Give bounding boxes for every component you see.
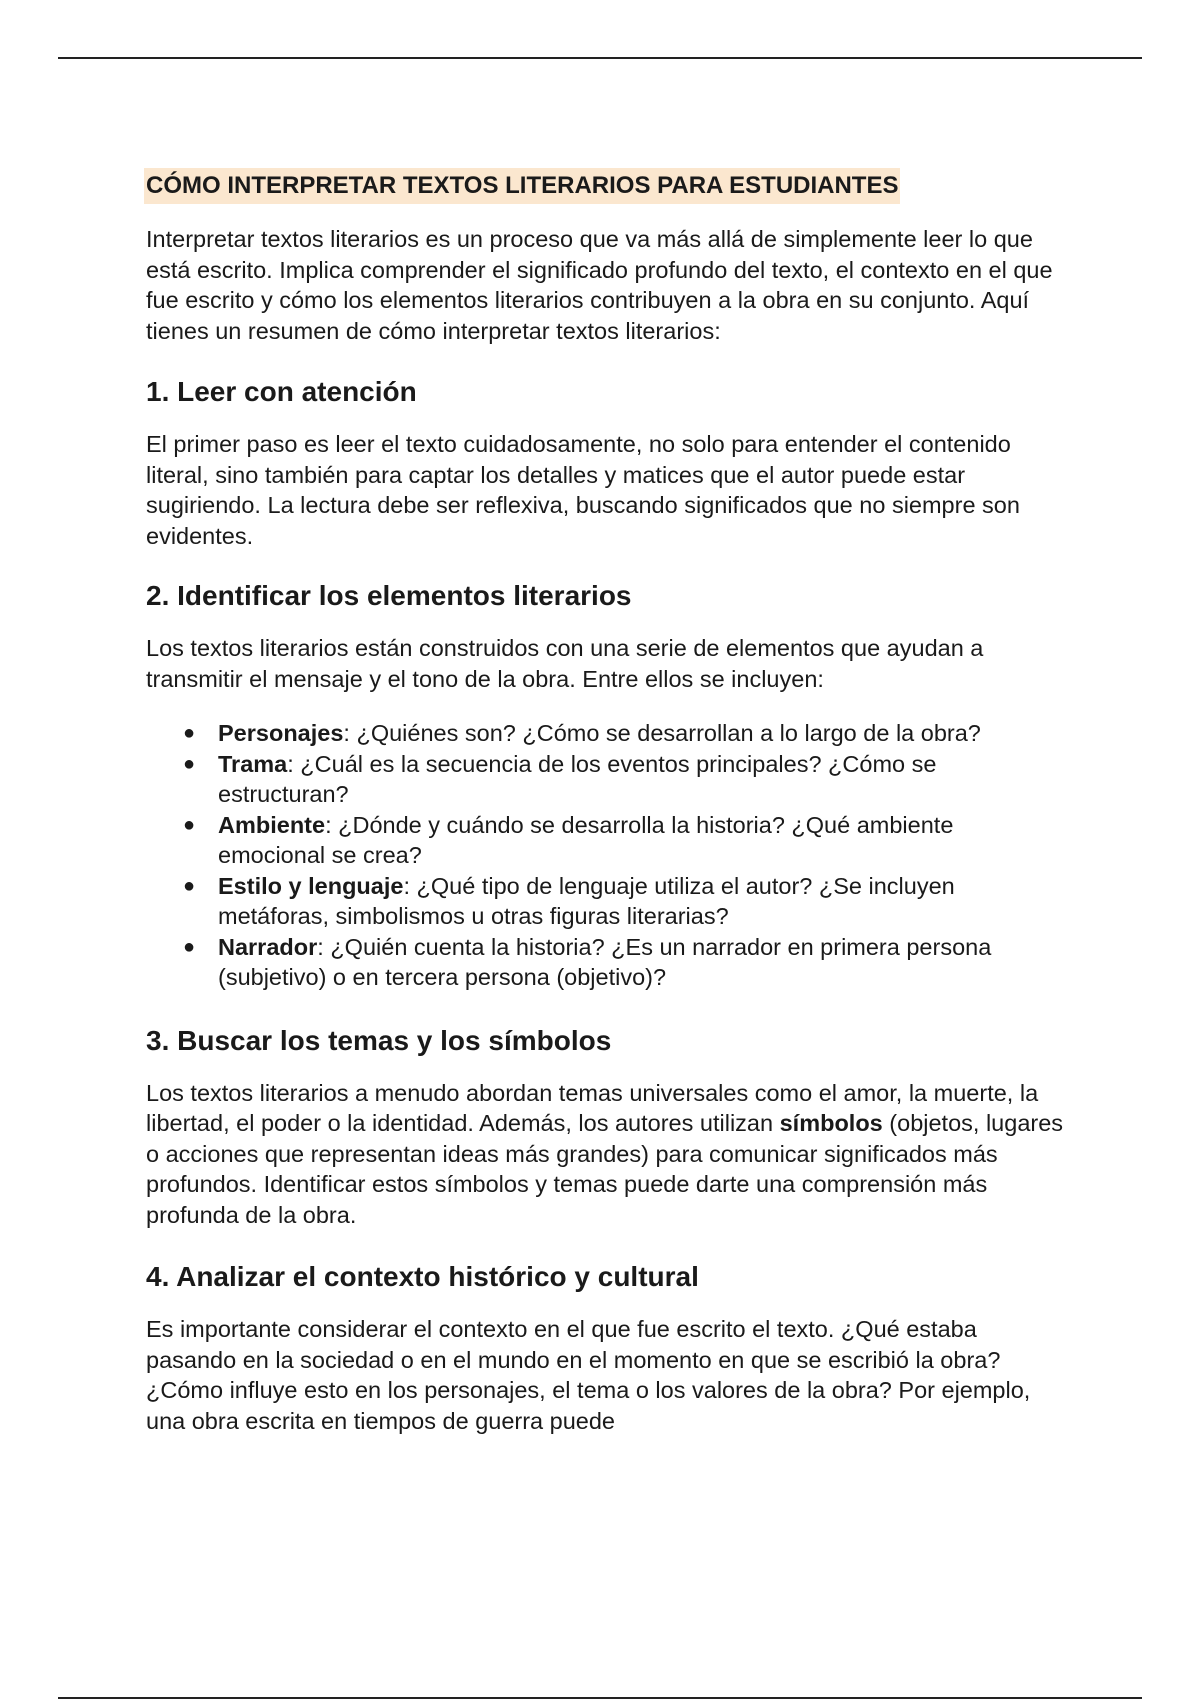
header-rule [58,57,1142,59]
bullet-icon: ● [183,874,196,897]
list-item-term: Estilo y lenguaje [218,872,404,899]
list-item-text: : ¿Quién cuenta la historia? ¿Es un narrador en primera persona (subjetivo) o en tercera persona (objetivo)? [218,933,992,990]
section-heading-1: 1. Leer con atención [146,376,417,407]
list-item-text: : ¿Cuál es la secuencia de los eventos principales? ¿Cómo se estructuran? [218,750,937,807]
intro-paragraph: Interpretar textos literarios es un proceso que va más allá de simplemente leer lo que está escrito. Implica comprender el significado profundo del texto, el contexto en el que fue escrito y cómo los elementos literarios contribuyen a la obra en su conjunto. Aquí tienes un resumen de cómo interpretar textos literarios: [146,226,1053,344]
list-item [183,932,1066,993]
bullet-icon: ● [183,935,196,958]
footer-rule [58,1697,1142,1699]
list-item [183,749,1066,810]
list-item [183,810,1066,871]
bullet-icon: ● [183,813,196,836]
section-heading-4: 4. Analizar el contexto histórico y cultural [146,1261,699,1292]
literary-elements-list [146,718,1066,993]
list-item-term: Trama [218,750,288,777]
section-paragraph-3 [146,1078,1066,1231]
list-item-term: Ambiente [218,811,326,838]
list-item [183,718,1066,749]
section-heading-2: 2. Identificar los elementos literarios [146,580,632,611]
list-item-term: Narrador [218,933,318,960]
paragraph-bold-term: símbolos [779,1110,883,1136]
section-paragraph-2: Los textos literarios están construidos con una serie de elementos que ayudan a transmitir el mensaje y el tono de la obra. Entre ellos se incluyen: [146,635,984,692]
bullet-icon: ● [183,722,196,744]
document-title: CÓMO INTERPRETAR TEXTOS LITERARIOS PARA ESTUDIANTES [144,168,900,204]
bullet-icon: ● [183,752,196,775]
list-item [183,871,1066,932]
section-paragraph-4: Es importante considerar el contexto en el que fue escrito el texto. ¿Qué estaba pasando en la sociedad o en el mundo en el momento en que se escribió la obra? ¿Cómo influye esto en los personajes, el tema o los valores de la obra? Por ejemplo, una obra escrita en tiempos de guerra puede [146,1316,1031,1434]
section-paragraph-1: El primer paso es leer el texto cuidadosamente, no solo para entender el contenido literal, sino también para captar los detalles y matices que el autor puede estar sugiriendo. La lectura debe ser reflexiva, buscando significados que no siempre son evidentes. [146,431,1020,549]
section-heading-3: 3. Buscar los temas y los símbolos [146,1024,612,1056]
paragraph-text-before: Los textos literarios a menudo abordan temas universales como el amor, la muerte, la libertad, el poder o la identidad. Además, los autores utilizan [146,1079,1039,1136]
list-item-term: Personajes [218,720,344,746]
list-item-text: : ¿Quiénes son? ¿Cómo se desarrollan a lo largo de la obra? [343,720,981,746]
document-body [146,168,1066,1436]
paragraph-text-after: (objetos, lugares o acciones que representan ideas más grandes) para comunicar significados más profundos. Identificar estos símbolos y temas puede darte una comprensión más profunda de la obra. [146,1110,1064,1228]
list-item-text: : ¿Qué tipo de lenguaje utiliza el autor? ¿Se incluyen metáforas, simbolismos u otras figuras literarias? [218,872,955,929]
list-item-text: : ¿Dónde y cuándo se desarrolla la historia? ¿Qué ambiente emocional se crea? [218,811,954,868]
